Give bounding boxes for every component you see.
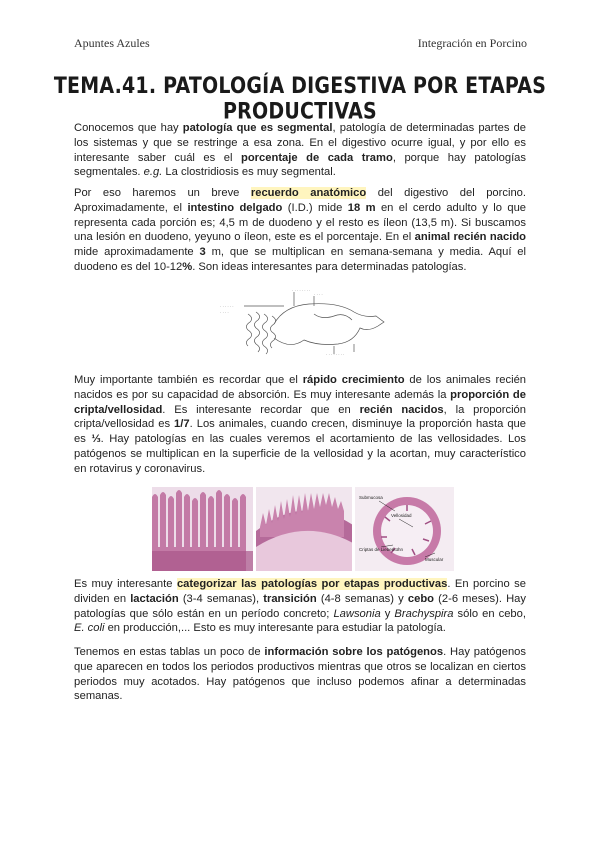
villi-photo-2: [256, 487, 352, 571]
paragraph-5: Tenemos en estas tablas un poco de información sobre los patógenos. Hay patógenos que aparecen en todos los periodos productivos mientras que otros se localizan en ciertos periodos muy acotados. Hay patógenos que incluso podemos afinar a determinadas semanas.: [74, 646, 526, 703]
header-left: Apuntes Azules: [74, 36, 150, 50]
header-right: Integración en Porcino: [417, 36, 527, 50]
label-villus: Vellosidad: [391, 513, 412, 518]
paragraph-4: Es muy interesante categorizar las patologías por etapas productivas. En porcino se dividen en lactación (3-4 semanas), transición (4-8 semanas) y cebo (2-6 meses). Hay patologías que sólo están en un período concreto; Lawsonia y Brachyspira sólo en cebo, E. coli en producción,... Esto es muy interesante para estudiar la patología.: [74, 578, 526, 635]
label-muscular: Muscular: [425, 557, 444, 562]
svg-text:· · · ·: · · · ·: [220, 310, 229, 315]
page-title: TEMA.41. PATOLOGÍA DIGESTIVA POR ETAPAS PRODUCTIVAS: [53, 73, 547, 125]
paragraph-1: Conocemos que hay patología que es segmental, patología de determinadas partes de los sistemas y que se restringe a esa zona. En el digestivo ocurre igual, y por ello es interesante saber cuál es el porcentaje de cada tramo, porque hay patologías segmentales. e.g. La clostridiosis es muy segmental.: [74, 122, 526, 179]
svg-text:· · · · · · · ·: · · · · · · · ·: [326, 352, 345, 357]
paragraph-2: Por eso haremos un breve recuerdo anatómico del digestivo del porcino. Aproximadamente, el intestino delgado (I.D.) mide 18 m en el cerdo adulto y lo que representa cada porción es; 4,5 m de duodeno y el resto es íleon (13,5 m). Si buscamos una lesión en duodeno, yeyuno o íleon, este es el porcentaje. En el animal recién nacido mide aproximadamente 3 m, que se multiplican en semana-semana y media. Aquí el duodeno es del 10-12%. Son ideas interesantes para determinadas patologías.: [74, 187, 527, 273]
svg-text:· · · · · ·: · · · · · ·: [220, 304, 234, 309]
label-submucosa: Submucosa: [359, 495, 383, 500]
label-crypts: Criptas de Lieberkühn: [359, 547, 404, 552]
svg-text:· · · ·: · · · ·: [314, 292, 323, 297]
villi-photo-1: [152, 487, 253, 571]
svg-text:· · · · · · · ·: · · · · · · · ·: [292, 288, 311, 293]
villi-diagram-photo: [355, 487, 454, 571]
digestive-tract-figure: [214, 284, 389, 360]
histology-photos: [152, 487, 454, 571]
paragraph-3: Muy importante también es recordar que el rápido crecimiento de los animales recién nacidos es por su capacidad de absorción. Es muy interesante además la proporción de cripta/vellosidad. Es interesante recordar que en recién nacidos, la proporción cripta/vellosidad es 1/7. Los animales, cuando crecen, disminuye la proporción hasta que es ⅓. Hay patologías en las cuales veremos el acortamiento de las vellosidades. Los patógenos se multiplican en la superficie de la vellosidad y la acortan, muy característico en rotavirus y coronavirus.: [74, 374, 527, 475]
